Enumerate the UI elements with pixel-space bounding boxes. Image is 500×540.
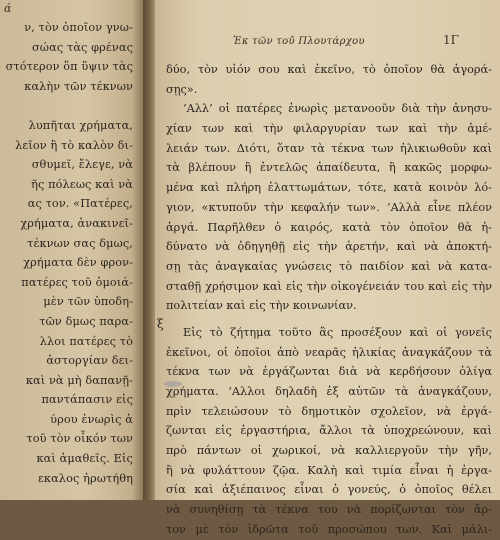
- left-page-number: ά: [4, 2, 12, 15]
- text-line: λειάν των. Διότι, ὅταν τὰ τέκνα των ἡλικιωθοῦν καὶ: [166, 141, 492, 155]
- text-line: μένα καὶ πλήρη ἐλαττωμάτων, τότε, κατὰ κοινὸν λό-: [166, 181, 492, 195]
- text-line: ζωνται εἰς ἐργαστήρια, ἄλλοι τὰ ὑποχρεώνουν, καὶ: [166, 424, 492, 438]
- text-line: χρήματα δὲν φρον-: [23, 256, 133, 270]
- text-line: σῃς».: [166, 82, 198, 96]
- text-line: πρὸ πάντων οἱ χωρικοί, νὰ καλλιεργοῦν τὴν γῆν,: [166, 444, 492, 458]
- text-line: ῆς πόλεως καὶ νὰ: [31, 177, 133, 191]
- text-line: πατέρες τοῦ ὁμοιά-: [21, 275, 133, 289]
- text-line: τέκνων σας δμως,: [27, 236, 133, 250]
- text-line: καὶ ἀμαθεῖς. Εἰς: [36, 452, 133, 466]
- text-line: πρὶν τελειώσουν τὸ δημοτικὸν σχολεῖον, νὰ ἐργά-: [166, 404, 492, 418]
- text-line: χίαν των καὶ τὴν φιλαργυρίαν των καὶ τὴν ἀμέ-: [166, 122, 492, 136]
- text-line: σώας τὰς φρένας: [32, 40, 133, 54]
- margin-mark: ξ: [157, 317, 164, 331]
- text-line: σταθῇ χρήσιμον καὶ εἰς τὴν οἰκογένειάν του καὶ εἰς τὴν: [166, 279, 492, 293]
- ink-stain: [164, 381, 182, 387]
- text-line: σθυμεῖ, ἔλεγε, νὰ: [31, 158, 133, 172]
- left-page-text: [0, 18, 133, 488]
- text-line: τὰ βλέπουν ἢ ἐντελῶς ἀπαίδευτα, ἢ κακῶς μορφω-: [166, 161, 492, 175]
- text-line: μὲν τῶν ὑποδη-: [43, 295, 133, 309]
- text-line: χρήματα, ἀνακινεῖ-: [20, 216, 133, 230]
- text-line: παντάπασιν εἰς: [41, 393, 133, 407]
- right-page-text: [166, 60, 492, 540]
- paragraph-first-line: Εἰς τὸ ζήτημα τοῦτο ἂς προσέξουν καὶ οἱ γονεῖς: [183, 325, 492, 339]
- right-page: [155, 0, 500, 536]
- text-line: καὶ νὰ μὴ δαπανῇ-: [25, 373, 133, 387]
- text-line: ἢ νὰ φυλάττουν ζῷα. Καλὴ καὶ τιμία εἶναι ἡ ἐργα-: [166, 463, 492, 477]
- text-line: λλοι πατέρες τὸ: [39, 334, 133, 348]
- text-line: λεῖον ἢ τὸ καλὸν δι-: [15, 138, 133, 152]
- text-line: ας τον. «Πατέρες,: [27, 197, 133, 211]
- text-line: δύο, τὸν υἱόν σου καὶ ἐκεῖνο, τὸ ὁποῖον θὰ ἀγορά-: [166, 63, 492, 76]
- text-line: σία καὶ ἀξιέπαινος εἶναι ὁ γονεύς, ὁ ὁποῖος θέλει: [166, 483, 492, 497]
- text-line: ύρου ἐνωρὶς ἀ: [50, 412, 133, 426]
- text-line: εκαλος ἠρωτήθη: [37, 471, 133, 485]
- text-line: σῃ τὰς ἀναγκαίας γνώσεις τὸ παιδίον καὶ νὰ κατα-: [166, 259, 492, 273]
- text-line: χρήματα. ‘Αλλοι δηλαδὴ ἐξ αὐτῶν τὰ ἀναγκάζουν,: [166, 385, 492, 398]
- text-line: τέκνα των νὰ ἐργάζωνται διὰ νὰ κερδήσουν ὀλίγα: [166, 365, 492, 379]
- text-line: ἀργά. Παρῆλθεν ὁ καιρός, κατὰ τὸν ὁποῖον θὰ ἠ-: [166, 220, 492, 234]
- text-line: τοῦ τὸν οἶκόν των: [26, 432, 133, 446]
- text-line: τῶν δμως παρα-: [39, 314, 133, 328]
- text-line: πολιτείαν καὶ εἰς τὴν κοινωνίαν.: [166, 299, 357, 313]
- text-line: [0, 96, 133, 116]
- text-line: δύνατο νὰ ὁδηγηθῇ εἰς τὴν ἀρετήν, καὶ νὰ ἀποκτή-: [166, 240, 492, 254]
- text-line: καλὴν τῶν τέκνων: [24, 79, 133, 93]
- running-head: Ἐκ τῶν τοῦ Πλουτάρχου: [233, 36, 365, 47]
- text-line: λυπῆται χρήματα,: [28, 118, 133, 132]
- text-line: ἀστοργίαν δει-: [46, 354, 133, 368]
- paragraph-first-line: ‘Αλλ’ οἱ πατέρες ἐνωρὶς μετανοοῦν διὰ τὴν ἀνησυ-: [183, 102, 492, 116]
- text-line: γιον, «κτυποῦν τὴν κεφαλήν των». ‘Αλλὰ εἶνε πλέον: [166, 200, 492, 214]
- text-line: στότερον ὅπ ὕψιν τὰς: [5, 60, 133, 74]
- left-page: [0, 0, 143, 500]
- text-line: ν, τὸν ὁποῖον γνω-: [24, 21, 133, 34]
- text-line: νὰ συνηθίσῃ τὰ τέκνα του νὰ πορίζωνται τὸν ἄρ-: [166, 503, 492, 517]
- text-line: ἐκεῖνοι, οἱ ὁποῖοι ἀπὸ νεαρᾶς ἡλικίας ἀναγκάζουν τὰ: [166, 345, 492, 359]
- right-page-number: 1Γ: [443, 33, 459, 47]
- text-line: τον μὲ τὸν ἱδρῶτα τοῦ προσώπου των. Καὶ μάλι-: [166, 522, 492, 536]
